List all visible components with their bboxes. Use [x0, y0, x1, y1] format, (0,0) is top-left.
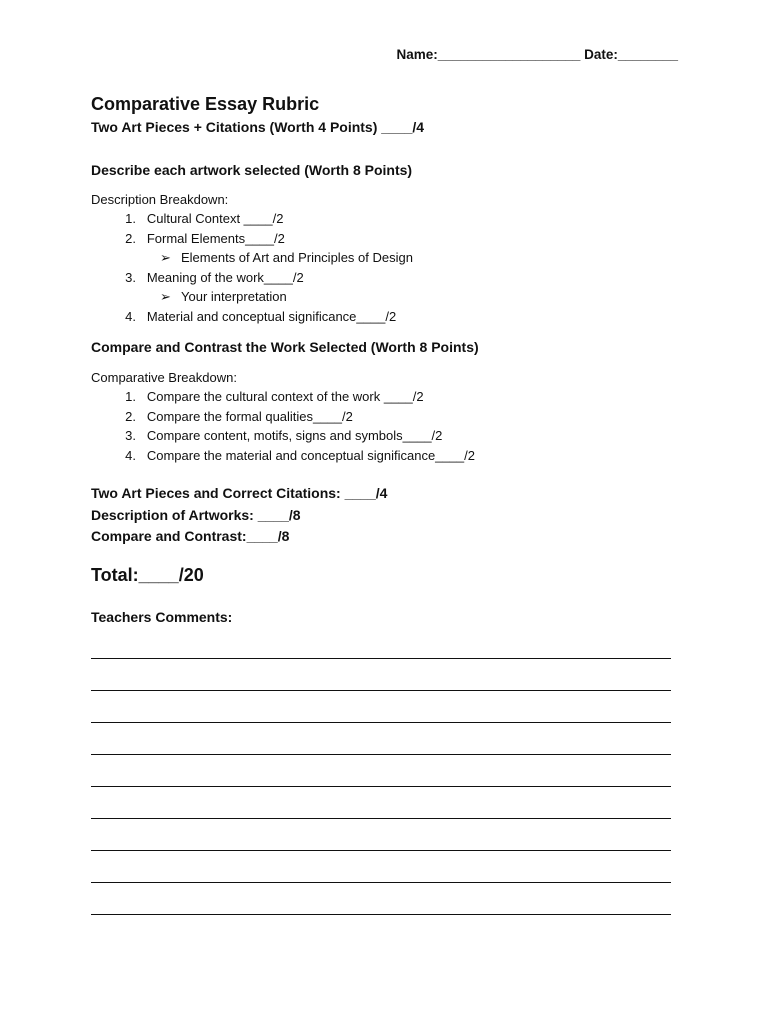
- describe-heading: Describe each artwork selected (Worth 8 Points): [91, 162, 413, 178]
- compare-heading: Compare and Contrast the Work Selected (Worth 8 Points): [91, 339, 479, 355]
- comment-line[interactable]: [91, 882, 671, 883]
- name-field[interactable]: Name:___________________: [396, 47, 581, 62]
- art-pieces-line: Two Art Pieces + Citations (Worth 4 Points) ____/4: [91, 119, 425, 135]
- summary-line: Two Art Pieces and Correct Citations: ____/4: [91, 485, 388, 501]
- list-item: 1. Cultural Context ____/2: [125, 211, 284, 226]
- summary-line: Compare and Contrast:____/8: [91, 528, 290, 544]
- arrow-bullet-icon: ➢: [160, 289, 171, 304]
- comments-label: Teachers Comments:: [91, 608, 233, 625]
- comment-line[interactable]: [91, 658, 671, 659]
- name-date-line: [396, 47, 678, 62]
- comment-line[interactable]: [91, 722, 671, 723]
- list-item: 1. Compare the cultural context of the work ____/2: [125, 389, 424, 404]
- score-summary: [91, 483, 691, 548]
- list-item: 3. Meaning of the work____/2: [125, 269, 304, 285]
- list-item: 3. Compare content, motifs, signs and symbols____/2: [125, 428, 443, 443]
- list-item: 2. Formal Elements____/2: [125, 230, 285, 246]
- list-item: 2. Compare the formal qualities____/2: [125, 408, 353, 424]
- list-item: 4. Compare the material and conceptual significance____/2: [125, 447, 475, 463]
- comment-line[interactable]: [91, 818, 671, 819]
- arrow-bullet-icon: ➢: [160, 250, 171, 265]
- comment-line[interactable]: [91, 850, 671, 851]
- total-score: Total:____/20: [91, 564, 204, 585]
- compare-subheading: Comparative Breakdown:: [91, 370, 237, 385]
- summary-line: Description of Artworks: ____/8: [91, 506, 301, 523]
- list-item: 4. Material and conceptual significance____/2: [125, 308, 397, 324]
- describe-list: [91, 209, 691, 326]
- comment-line[interactable]: [91, 914, 671, 915]
- page-title: Comparative Essay Rubric: [91, 94, 320, 114]
- compare-list: [91, 387, 691, 465]
- comment-line[interactable]: [91, 754, 671, 755]
- date-field[interactable]: Date:________: [584, 47, 678, 62]
- comment-line[interactable]: [91, 690, 671, 691]
- rubric-content: [91, 93, 691, 627]
- list-bullet: ➢ Your interpretation: [91, 287, 691, 307]
- comment-line[interactable]: [91, 786, 671, 787]
- list-bullet: ➢ Elements of Art and Principles of Design: [91, 248, 691, 268]
- describe-subheading: Description Breakdown:: [91, 192, 229, 207]
